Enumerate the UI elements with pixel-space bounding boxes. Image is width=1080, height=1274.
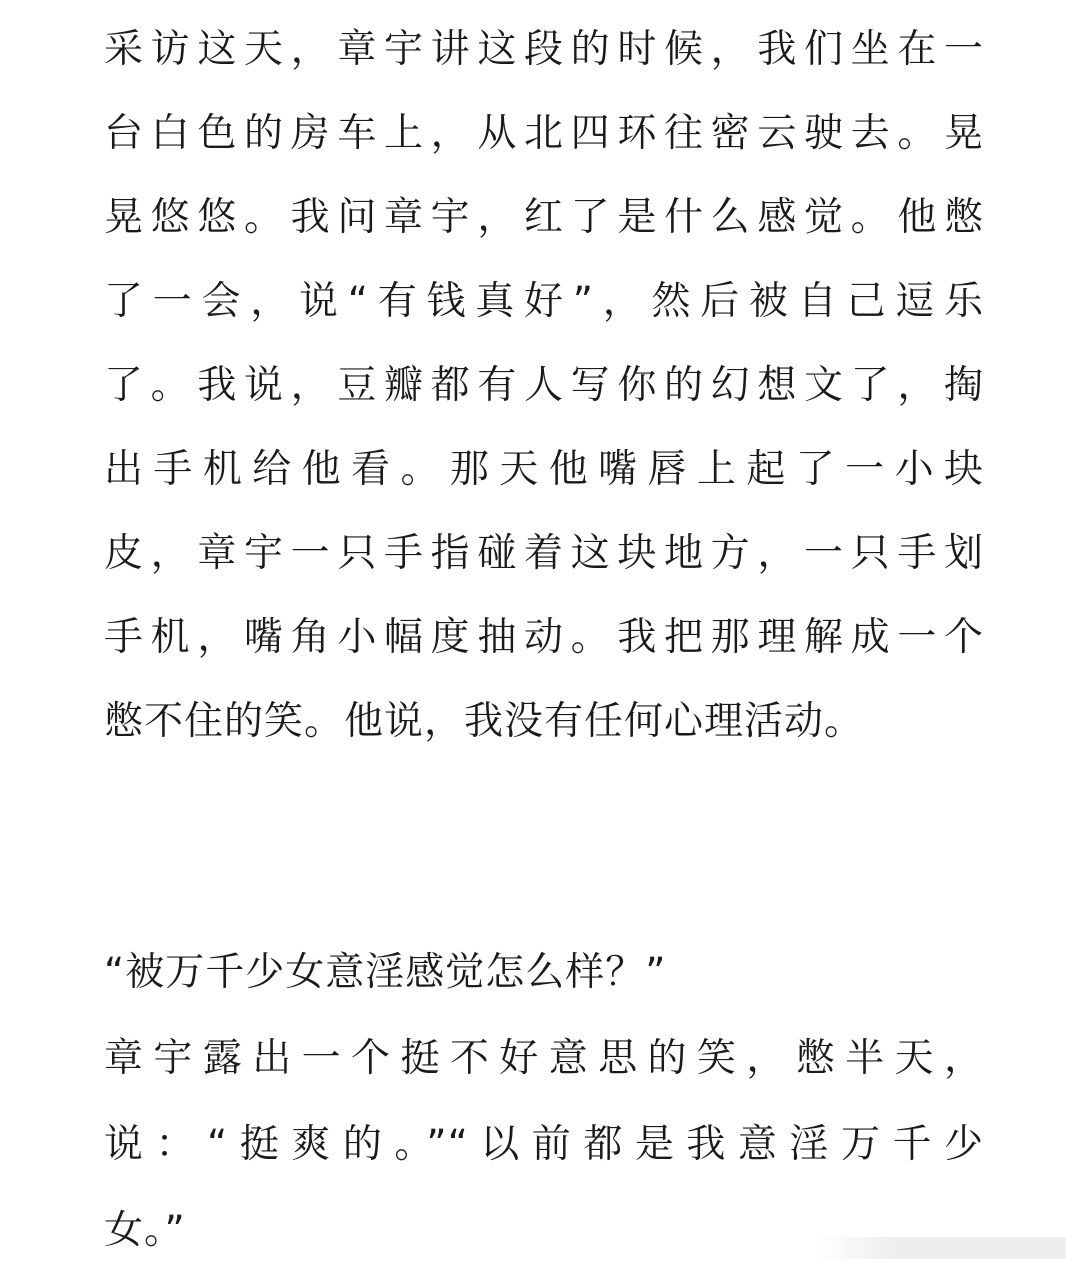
paragraph-1: [104, 8, 984, 764]
text-line: 女。”: [104, 1208, 186, 1253]
watermark: [816, 1237, 1066, 1259]
text-line: 台白色的房车上，从北四环往密云驶去。晃: [104, 111, 984, 156]
text-line: 憋不住的笑。他说，我没有任何心理活动。: [104, 699, 865, 744]
text-line: 晃悠悠。我问章宇，红了是什么感觉。他憋: [104, 195, 984, 240]
text-line: 出手机给他看。那天他嘴唇上起了一小块: [104, 447, 984, 492]
text-line: 手机，嘴角小幅度抽动。我把那理解成一个: [104, 615, 984, 660]
text-line: 皮，章宇一只手指碰着这块地方，一只手划: [104, 531, 984, 576]
text-line: 章宇露出一个挺不好意思的笑，憋半天，: [104, 1036, 984, 1081]
text-line: 说：“挺爽的。”“以前都是我意淫万千少: [104, 1122, 984, 1167]
quote-line: “被万千少女意淫感觉怎么样？”: [104, 950, 667, 995]
paragraph-2: [104, 930, 984, 1274]
text-line: 了一会，说“有钱真好”，然后被自己逗乐: [104, 279, 984, 324]
text-line: 采访这天，章宇讲这段的时候，我们坐在一: [104, 27, 984, 72]
text-line: 了。我说，豆瓣都有人写你的幻想文了，掏: [104, 363, 984, 408]
